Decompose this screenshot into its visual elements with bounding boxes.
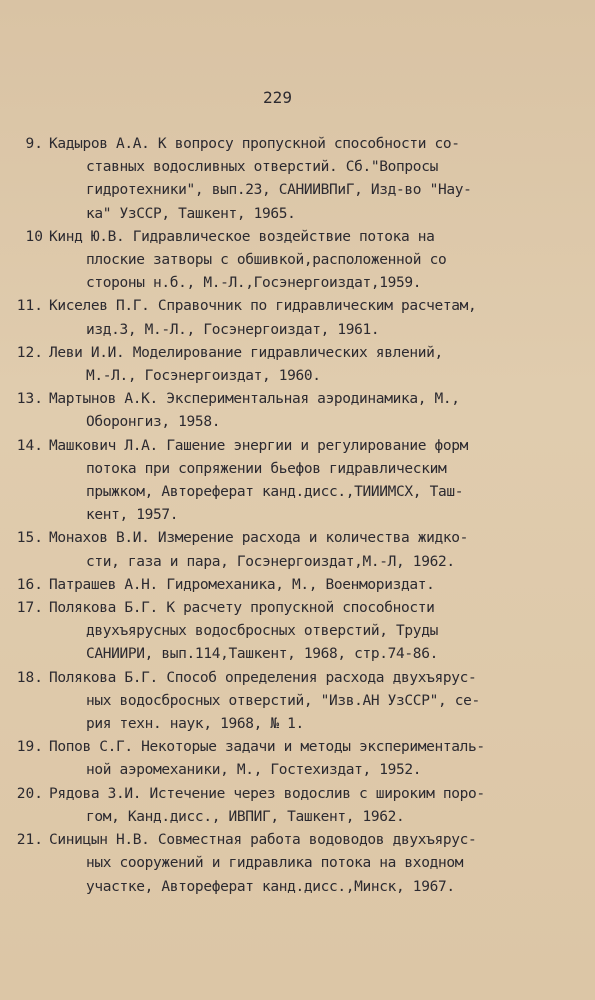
reference-text-line: плоские затворы с обшивкой,расположенной со <box>86 252 447 269</box>
reference-text-line: Киселев П.Г. Справочник по гидравлическим расчетам, <box>49 298 477 315</box>
reference-text-line: Машкович Л.А. Гашение энергии и регулирование форм <box>49 437 468 454</box>
reference-text-line: гом, Канд.дисс., ИВПИГ, Ташкент, 1962. <box>86 808 405 825</box>
reference-text-line: ных сооружений и гидравлика потока на входном <box>86 855 464 872</box>
reference-text-line: Полякова Б.Г. Способ определения расхода двухъярус- <box>49 669 477 686</box>
reference-number: 18. <box>16 669 43 686</box>
reference-list <box>0 133 595 899</box>
reference-number: 12. <box>16 344 43 361</box>
reference-entry <box>0 736 595 782</box>
reference-entry <box>0 388 595 434</box>
reference-number: 19. <box>16 739 43 756</box>
reference-number: 20. <box>16 785 43 802</box>
reference-text-line: Монахов В.И. Измерение расхода и количества жидко- <box>49 530 468 547</box>
reference-entry <box>0 342 595 388</box>
reference-text-line: стороны н.б., М.-Л.,Госэнергоиздат,1959. <box>86 275 422 292</box>
reference-entry <box>0 829 595 899</box>
reference-entry <box>0 133 595 226</box>
reference-text-line: Кинд Ю.В. Гидравлическое воздействие потока на <box>49 228 435 245</box>
reference-number: 9. <box>25 136 43 152</box>
reference-text-line: Мартынов А.К. Экспериментальная аэродинамика, М., <box>49 391 460 408</box>
reference-text-line: САНИИРИ, вып.114,Ташкент, 1968, стр.74-86. <box>86 646 438 663</box>
reference-number: 11. <box>16 298 43 315</box>
reference-text-line: Рядова З.И. Истечение через водослив с широким поро- <box>49 785 485 802</box>
reference-text-line: участке, Автореферат канд.дисс.,Минск, 1967. <box>86 878 455 895</box>
reference-number: 17. <box>16 600 43 617</box>
reference-text-line: ной аэромеханики, М., Гостехиздат, 1952. <box>86 762 422 779</box>
reference-number: 14. <box>16 437 43 454</box>
reference-entry <box>0 226 595 296</box>
page-number: 229 <box>263 88 292 107</box>
reference-text-line: М.-Л., Госэнергоиздат, 1960. <box>86 368 321 385</box>
reference-text-line: рия техн. наук, 1968, № 1. <box>86 716 304 733</box>
reference-text-line: двухъярусных водосбросных отверстий, Труды <box>86 623 438 640</box>
reference-entry <box>0 667 595 737</box>
reference-text-line: кент, 1957. <box>86 507 179 524</box>
reference-text-line: сти, газа и пара, Госэнергоиздат,М.-Л, 1962. <box>86 553 455 570</box>
reference-number: 15. <box>16 530 43 547</box>
reference-text-line: потока при сопряжении бьефов гидравлическим <box>86 460 447 477</box>
reference-text-line: Попов С.Г. Некоторые задачи и методы эксперименталь- <box>49 739 485 756</box>
reference-text-line: Кадыров А.А. К вопросу пропускной способности со- <box>49 136 460 152</box>
reference-number: 10 <box>25 228 43 245</box>
reference-number: 16. <box>16 576 43 593</box>
reference-text-line: Патрашев А.Н. Гидромеханика, М., Военмориздат. <box>49 576 435 593</box>
reference-entry <box>0 435 595 528</box>
reference-entry <box>0 574 595 597</box>
reference-text-line: ных водосбросных отверстий, "Изв.АН УзССР", се- <box>86 692 480 709</box>
reference-text-line: ка" УзССР, Ташкент, 1965. <box>86 205 296 222</box>
reference-number: 13. <box>16 391 43 408</box>
reference-text-line: Леви И.И. Моделирование гидравлических явлений, <box>49 344 443 361</box>
reference-text-line: изд.3, М.-Л., Госэнергоиздат, 1961. <box>86 321 380 338</box>
reference-number: 21. <box>16 832 43 849</box>
reference-text-line: гидротехники", вып.23, САНИИВПиГ, Изд-во "Нау- <box>86 182 472 199</box>
reference-entry <box>0 295 595 341</box>
reference-text-line: Полякова Б.Г. К расчету пропускной способности <box>49 600 435 617</box>
reference-text-line: Синицын Н.В. Совместная работа водоводов двухъярус- <box>49 832 477 849</box>
reference-text-line: прыжком, Автореферат канд.дисс.,ТИИИМСХ, Таш- <box>86 484 464 501</box>
reference-entry <box>0 527 595 573</box>
reference-text-line: Оборонгиз, 1958. <box>86 414 221 431</box>
reference-entry <box>0 783 595 829</box>
reference-entry <box>0 597 595 667</box>
reference-text-line: ставных водосливных отверстий. Сб."Вопросы <box>86 159 438 176</box>
